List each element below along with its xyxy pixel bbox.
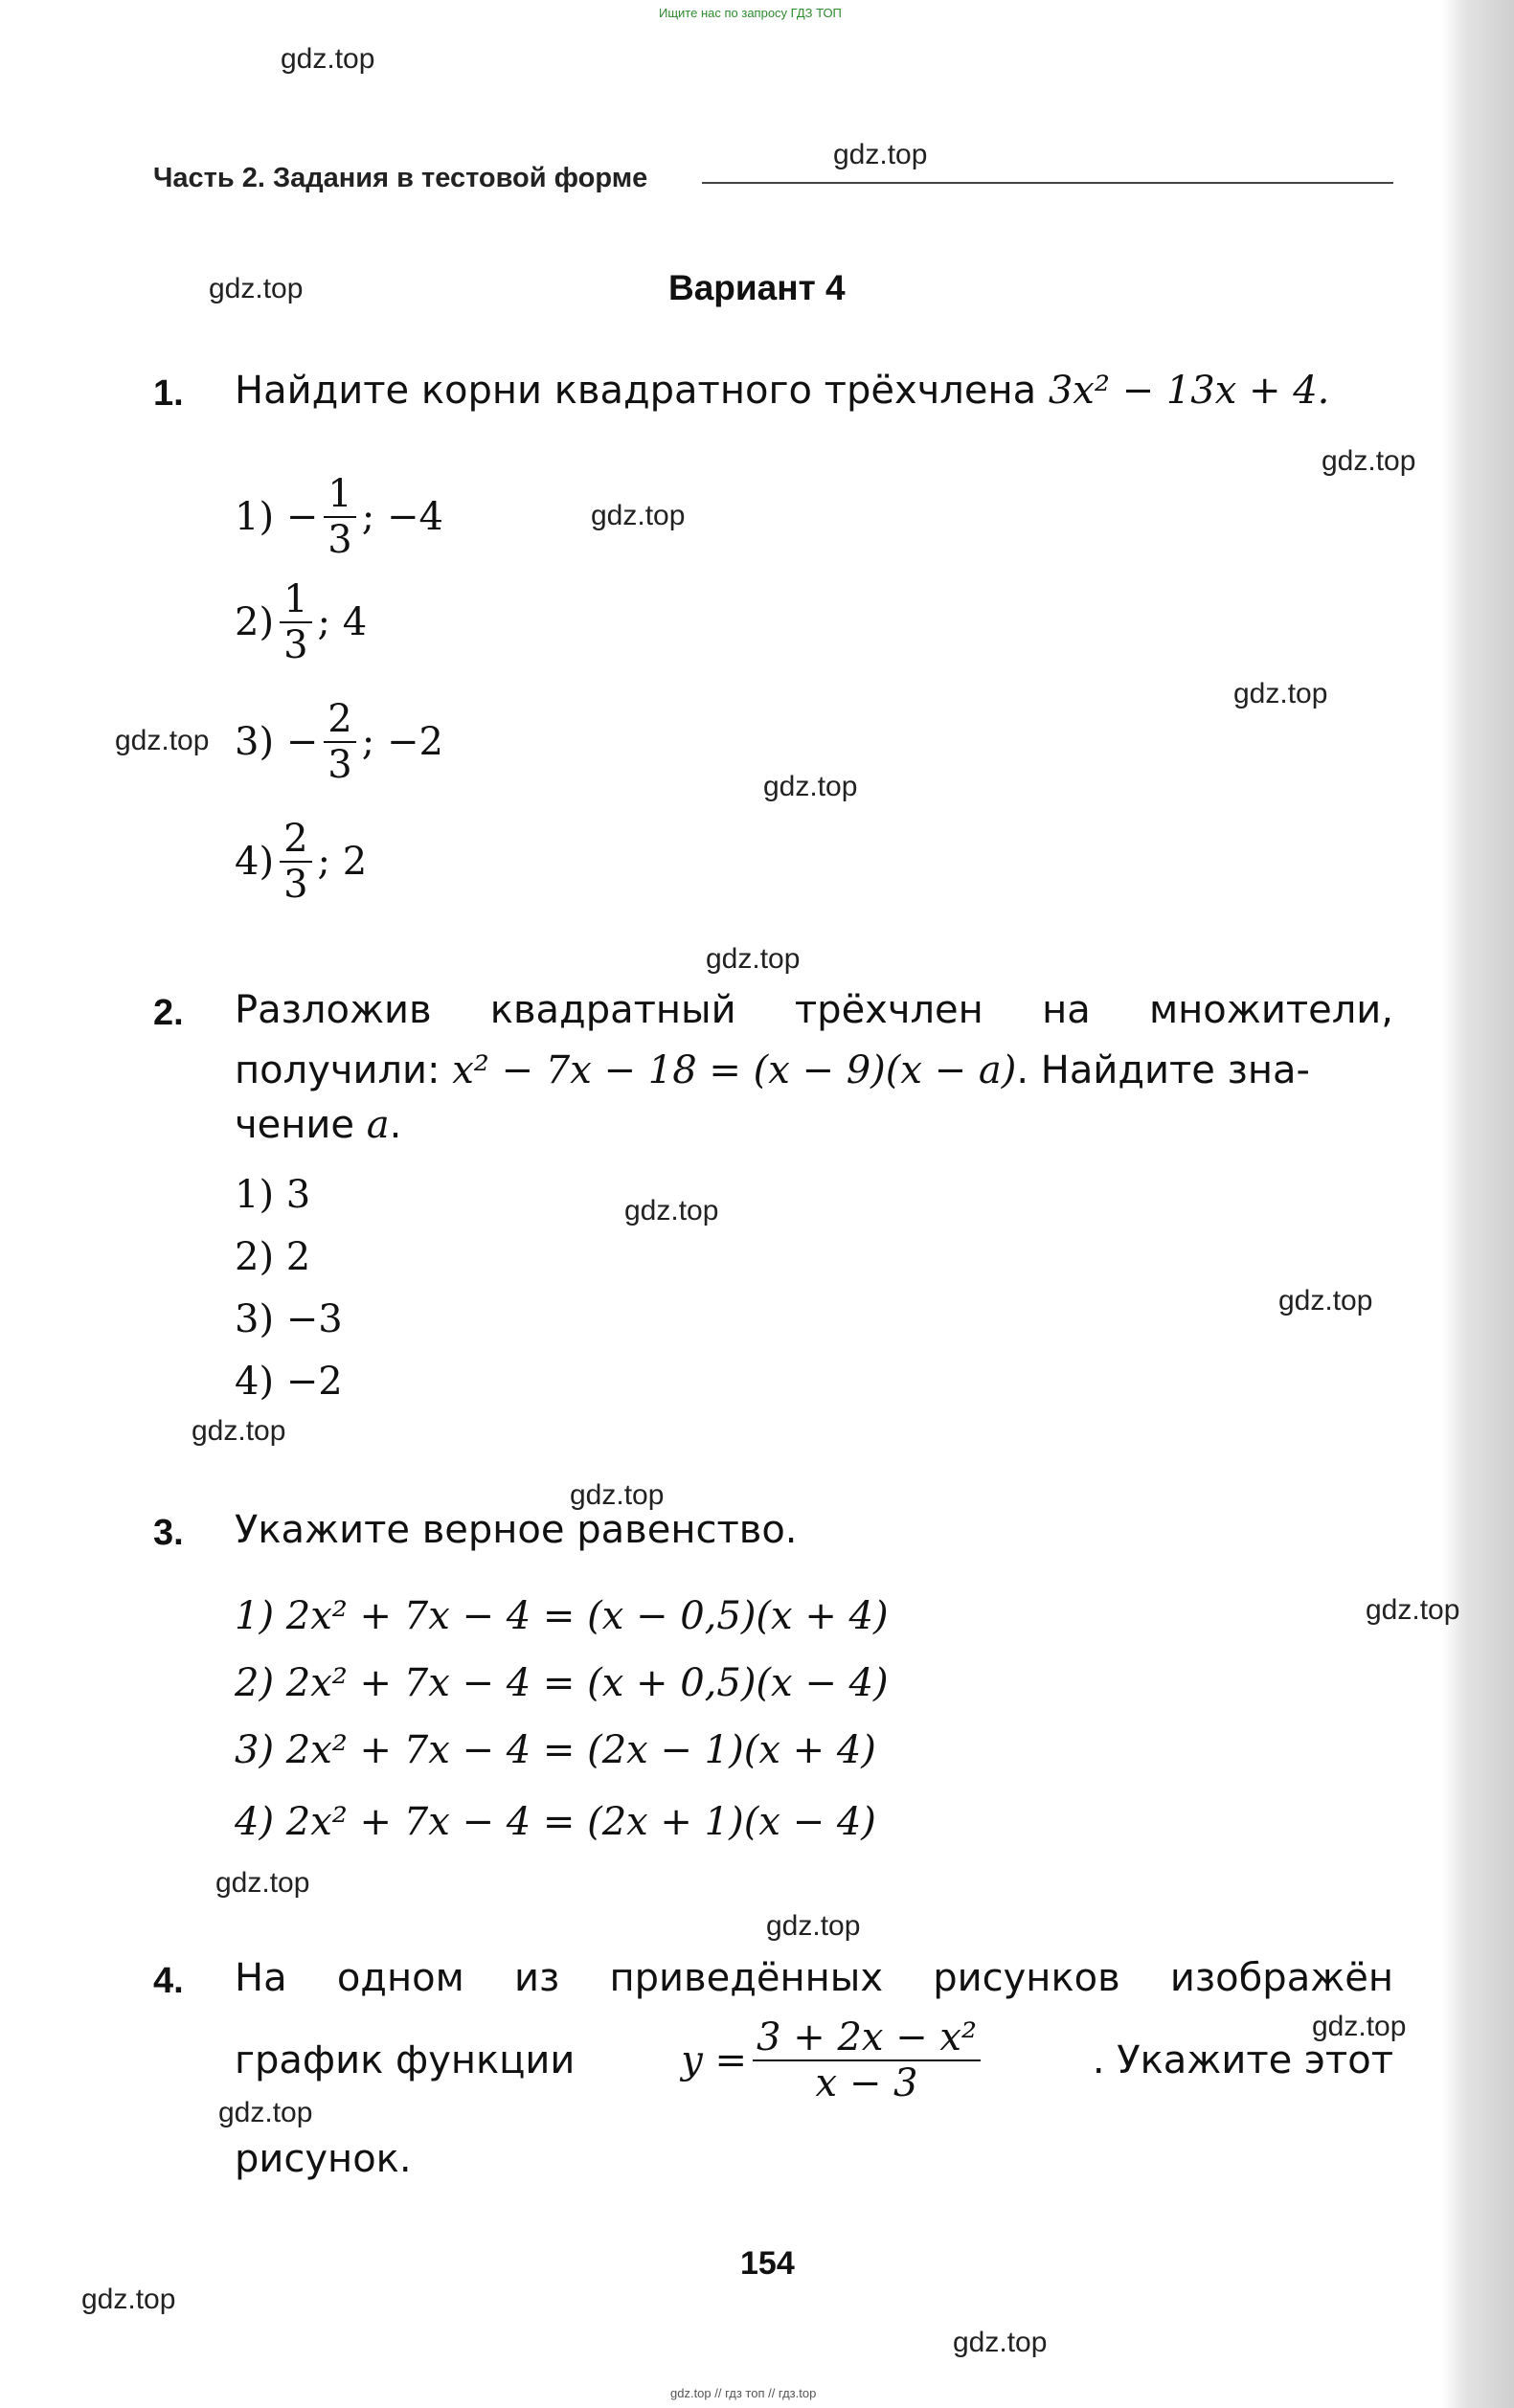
- page-number: 154: [740, 2245, 795, 2282]
- expression: x² − 7x − 18 = (x − 9)(x − a): [452, 1048, 1017, 1092]
- variant-title: Вариант 4: [668, 268, 846, 307]
- answer-option[interactable]: 2) 2x² + 7x − 4 = (x + 0,5)(x − 4): [235, 1661, 889, 1705]
- question-text-line: получили: x² − 7x − 18 = (x − 9)(x − a). Найдите зна-: [235, 1048, 1310, 1092]
- expression: 3x² − 13x + 4.: [1048, 369, 1330, 413]
- question-number: 3.: [153, 1513, 184, 1553]
- watermark: gdz.top: [209, 273, 304, 304]
- question-text-line: рисунок.: [235, 2137, 412, 2181]
- watermark: gdz.top: [766, 1910, 861, 1942]
- watermark: gdz.top: [1312, 2011, 1407, 2042]
- watermark: gdz.top: [281, 43, 375, 75]
- watermark: gdz.top: [215, 1867, 310, 1899]
- fraction: $\frac{1}{3}$: [324, 472, 355, 562]
- fraction: $\frac{2}{3}$: [324, 697, 355, 787]
- watermark: gdz.top: [953, 2327, 1048, 2358]
- answer-option[interactable]: 1) 3: [235, 1173, 311, 1217]
- question-text-line: чение a.: [235, 1103, 402, 1147]
- answer-option[interactable]: 1) − $\frac{1}{3}$ ; −4: [235, 472, 443, 562]
- question-text-line: Разложив квадратный трёхчлен на множители,: [235, 988, 1393, 1032]
- bottom-note: gdz.top // гдз топ // гдз.top: [670, 2386, 817, 2400]
- section-header: Часть 2. Задания в тестовой форме: [153, 163, 648, 193]
- watermark: gdz.top: [706, 943, 801, 975]
- question-text: Укажите верное равенство.: [235, 1508, 798, 1552]
- fraction: $\frac{1}{3}$: [280, 577, 311, 667]
- question-number: 4.: [153, 1961, 184, 2001]
- answer-option[interactable]: 4) $\frac{2}{3}$ ; 2: [235, 817, 368, 907]
- watermark: gdz.top: [115, 725, 210, 756]
- watermark: gdz.top: [81, 2284, 176, 2315]
- answer-option[interactable]: 3) −3: [235, 1297, 343, 1341]
- watermark: gdz.top: [833, 139, 928, 170]
- question-number: 1.: [153, 373, 184, 414]
- watermark: gdz.top: [624, 1195, 719, 1227]
- answer-option[interactable]: 3) 2x² + 7x − 4 = (2x − 1)(x + 4): [235, 1728, 876, 1772]
- answer-option[interactable]: 2) $\frac{1}{3}$ ; 4: [235, 577, 368, 667]
- question-number: 2.: [153, 993, 184, 1033]
- watermark: gdz.top: [763, 771, 858, 802]
- question-text-line: На одном из приведённых рисунков изображён: [235, 1956, 1393, 2000]
- answer-option[interactable]: 2) 2: [235, 1235, 311, 1279]
- watermark: gdz.top: [218, 2097, 313, 2128]
- fraction: $\frac{2}{3}$: [280, 817, 311, 907]
- answer-option[interactable]: 4) 2x² + 7x − 4 = (2x + 1)(x − 4): [235, 1800, 876, 1844]
- answer-option[interactable]: 3) − $\frac{2}{3}$ ; −2: [235, 697, 443, 787]
- question-text: Найдите корни квадратного трёхчлена 3x² − 13x + 4.: [235, 369, 1330, 413]
- watermark: gdz.top: [1233, 678, 1328, 709]
- answer-option[interactable]: 4) −2: [235, 1360, 343, 1404]
- header-rule: [702, 182, 1393, 184]
- watermark: gdz.top: [192, 1415, 286, 1447]
- watermark: gdz.top: [1322, 445, 1416, 477]
- watermark: gdz.top: [1366, 1594, 1460, 1626]
- fraction: $\frac{\text{3 + 2x − x²}}{x - 3}$: [753, 2015, 981, 2105]
- watermark: gdz.top: [1278, 1285, 1373, 1317]
- answer-option[interactable]: 1) 2x² + 7x − 4 = (x − 0,5)(x + 4): [235, 1594, 889, 1638]
- question-text-line: график функции y = $\frac{\text{3 + 2x − x²}}{x - 3}$ . Укажите этот: [235, 2015, 1393, 2105]
- page-edge-shadow: [1442, 0, 1514, 2408]
- watermark: gdz.top: [591, 500, 686, 531]
- watermark: gdz.top: [570, 1479, 665, 1511]
- top-note: Ищите нас по запросу ГДЗ ТОП: [659, 6, 842, 20]
